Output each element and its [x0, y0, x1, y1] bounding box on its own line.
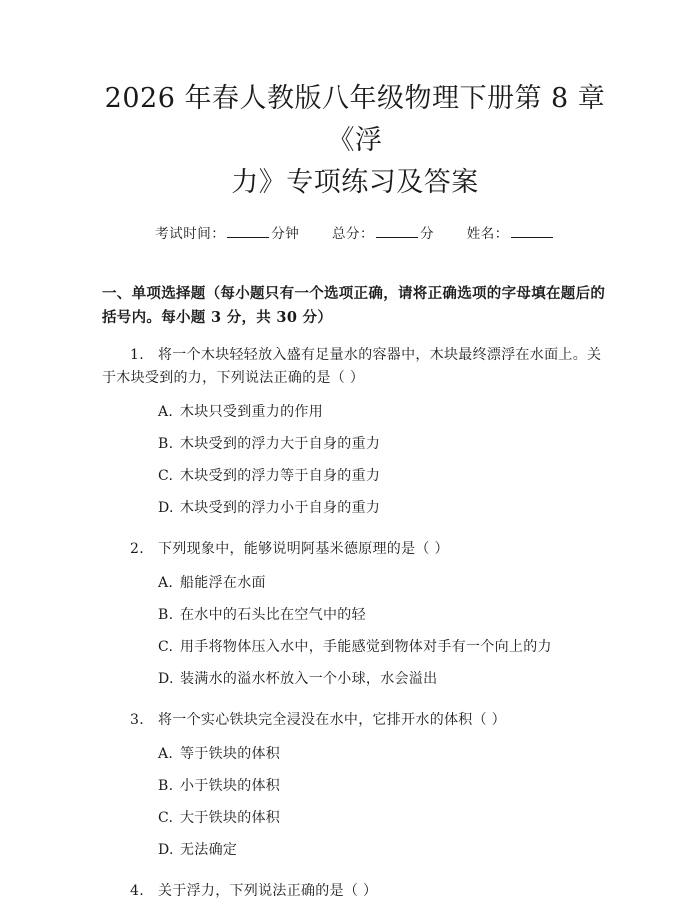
option-letter: B. [158, 778, 174, 794]
option-list [102, 396, 608, 524]
question-text [102, 709, 608, 732]
option-letter: B. [158, 607, 174, 623]
time-label: 考试时间： [155, 226, 226, 242]
option-text: 用手将物体压入水中，手能感觉到物体对手有一个向上的力 [180, 639, 552, 655]
question-stem: 将一个实心铁块完全浸没在水中，它排开水的体积（ ） [158, 712, 506, 728]
option-c [102, 460, 608, 492]
option-letter: D. [158, 500, 174, 516]
option-text: 木块受到的浮力等于自身的重力 [180, 468, 381, 484]
score-label: 总分： [332, 226, 374, 242]
time-blank [227, 227, 269, 238]
option-text: 木块受到的浮力大于自身的重力 [180, 436, 381, 452]
option-text: 船能浮在水面 [180, 575, 266, 591]
question-stem: 关于浮力，下列说法正确的是（ ） [158, 883, 378, 899]
option-text: 木块受到的浮力小于自身的重力 [180, 500, 381, 516]
option-d [102, 663, 608, 695]
option-letter: A. [158, 575, 174, 591]
title-line-1: 2026 年春人教版八年级物理下册第 8 章《浮 [104, 83, 606, 156]
question-stem: 将一个木块轻轻放入盛有足量水的容器中，木块最终漂浮在水面上。关于木块受到的力，下列说法正确的是（ ） [102, 347, 602, 386]
option-letter: A. [158, 404, 174, 420]
question-3 [102, 709, 608, 866]
name-blank [511, 227, 553, 238]
question-text [102, 538, 608, 561]
option-text: 木块只受到重力的作用 [180, 404, 323, 420]
question-text [102, 880, 608, 903]
document-title [102, 78, 608, 204]
option-letter: C. [158, 468, 174, 484]
question-number: 1. [130, 347, 144, 363]
student-name [467, 222, 555, 242]
option-text: 等于铁块的体积 [180, 746, 281, 762]
exam-meta [102, 222, 608, 242]
option-letter: A. [158, 746, 174, 762]
option-b [102, 428, 608, 460]
option-a [102, 567, 608, 599]
score-blank [376, 227, 418, 238]
option-list [102, 738, 608, 866]
option-letter: D. [158, 671, 174, 687]
title-line-2: 力》专项练习及答案 [231, 167, 479, 198]
question-1 [102, 344, 608, 524]
option-text: 小于铁块的体积 [180, 778, 281, 794]
option-c [102, 631, 608, 663]
question-2 [102, 538, 608, 695]
question-4 [102, 880, 608, 903]
section-heading: 一、单项选择题（每小题只有一个选项正确，请将正确选项的字母填在题后的括号内。每小题 3 分，共 30 分） [102, 285, 606, 326]
option-letter: C. [158, 810, 174, 826]
option-d [102, 834, 608, 866]
exam-time [155, 222, 299, 242]
option-text: 无法确定 [180, 842, 238, 858]
question-stem: 下列现象中，能够说明阿基米德原理的是（ ） [158, 541, 449, 557]
option-letter: C. [158, 639, 174, 655]
option-b [102, 770, 608, 802]
question-number: 2. [130, 541, 144, 557]
name-label: 姓名： [466, 226, 509, 242]
option-b [102, 599, 608, 631]
option-text: 在水中的石头比在空气中的轻 [180, 607, 366, 623]
time-unit: 分钟 [271, 226, 300, 242]
option-letter: D. [158, 842, 174, 858]
question-number: 3. [130, 712, 144, 728]
option-letter: B. [158, 436, 174, 452]
score-unit: 分 [420, 226, 434, 242]
option-text: 装满水的溢水杯放入一个小球，水会溢出 [180, 671, 438, 687]
option-list [102, 567, 608, 695]
option-text: 大于铁块的体积 [180, 810, 281, 826]
option-d [102, 492, 608, 524]
option-a [102, 396, 608, 428]
total-score [332, 222, 434, 242]
question-number: 4. [130, 883, 144, 899]
option-a [102, 738, 608, 770]
option-c [102, 802, 608, 834]
question-text [102, 344, 608, 390]
